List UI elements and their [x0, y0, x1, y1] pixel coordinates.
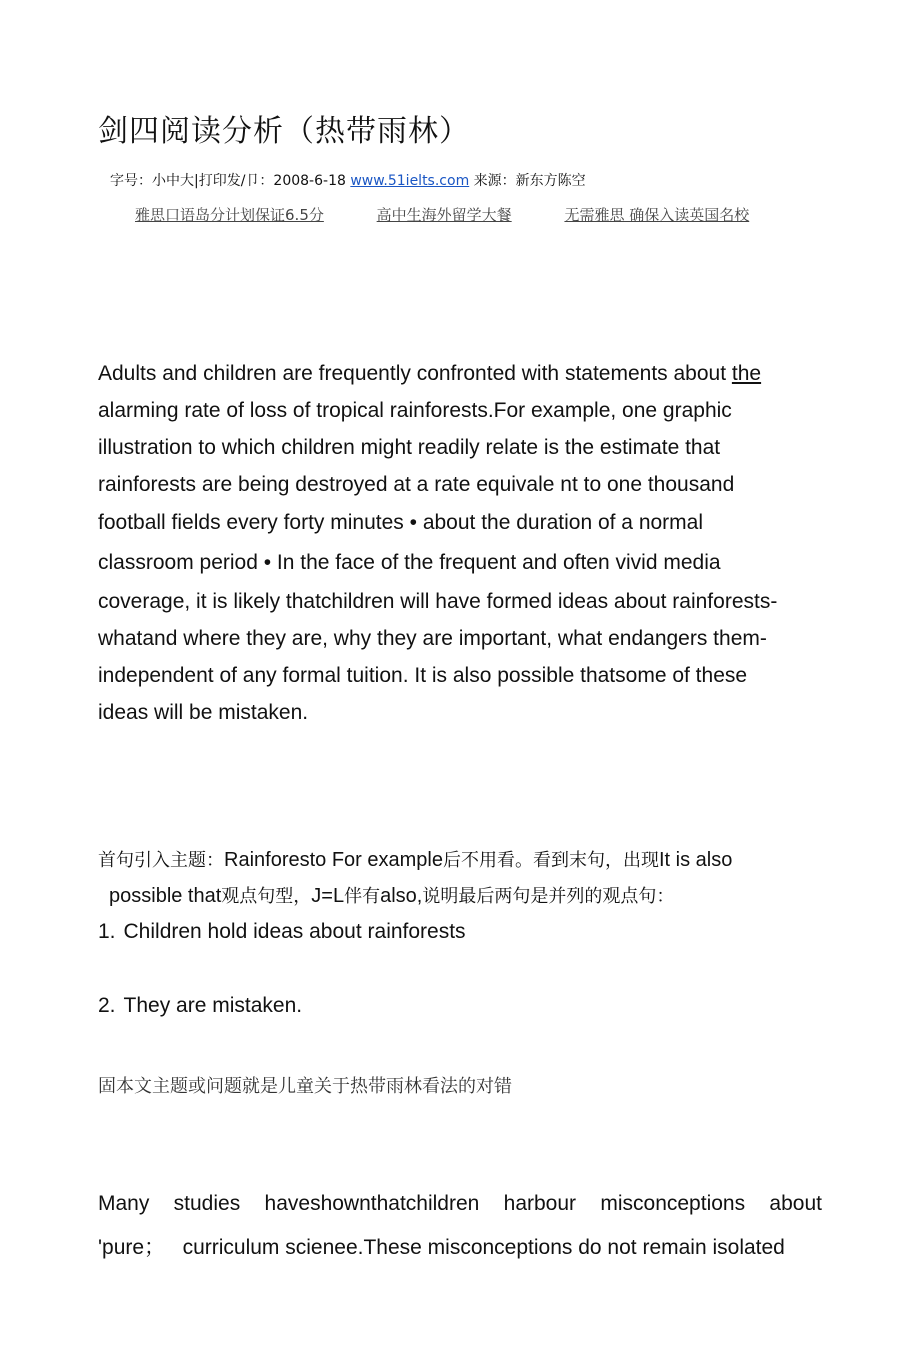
paragraph-line: football fields every forty minutes • about the duration of a normal	[98, 511, 704, 534]
paragraph-line: classroom period • In the face of the frequent and often vivid media	[98, 551, 721, 574]
analysis-line: possible that观点句型，J=L伴有also,说明最后两句是并列的观点句：	[109, 885, 675, 907]
article-meta	[110, 170, 586, 190]
conclusion-note: 固本文主题或问题就是儿童关于热带雨林看法的对错	[98, 1076, 512, 1097]
paragraph-line: 'pure； curriculum scienee.These misconceptions do not remain isolated	[98, 1236, 785, 1259]
promo-link-study-abroad[interactable]: 高中生海外留学大餐	[376, 206, 512, 224]
paragraph-line: Adults and children are frequently confronted with statements about the	[98, 362, 762, 385]
page-title: 剑四阅读分析（热带雨林）	[98, 114, 470, 149]
point-item-2: 2. They are mistaken.	[98, 994, 303, 1017]
meta-info: 字号：小中大|打印发/卩：2008-6-18	[110, 173, 346, 189]
paragraph-line: independent of any formal tuition. It is also possible thatsome of these	[98, 664, 748, 687]
paragraph-line: alarming rate of loss of tropical rainforests.For example, one graphic	[98, 399, 732, 422]
analysis-note	[98, 842, 828, 914]
paragraph-line: ideas will be mistaken.	[98, 701, 309, 724]
article-paragraph-1	[98, 355, 822, 731]
paragraph-line: whatand where they are, why they are important, what endangers them-	[98, 627, 767, 650]
point-item-1: 1. Children hold ideas about rainforests	[98, 920, 466, 943]
paragraph-line: coverage, it is likely thatchildren will have formed ideas about rainforests-	[98, 590, 778, 613]
promo-link-ielts-speaking[interactable]: 雅思口语岛分计划保证6.5分	[135, 206, 324, 224]
site-link[interactable]: www.51ielts.com	[350, 173, 470, 189]
paragraph-line: illustration to which children might readily relate is the estimate that	[98, 436, 721, 459]
paragraph-line: Many studies haveshownthatchildren harbour misconceptions about	[98, 1192, 822, 1215]
paragraph-line: rainforests are being destroyed at a rate equivale nt to one thousand	[98, 473, 735, 496]
meta-source: 来源：新东方陈空	[473, 173, 586, 189]
promo-link-uk-school[interactable]: 无需雅思 确保入读英国名校	[564, 206, 750, 224]
article-paragraph-2	[98, 1184, 822, 1272]
analysis-line: 首句引入主题：Rainforesto For example后不用看。看到末句，出现It is also	[98, 849, 733, 871]
promo-links	[135, 204, 749, 225]
